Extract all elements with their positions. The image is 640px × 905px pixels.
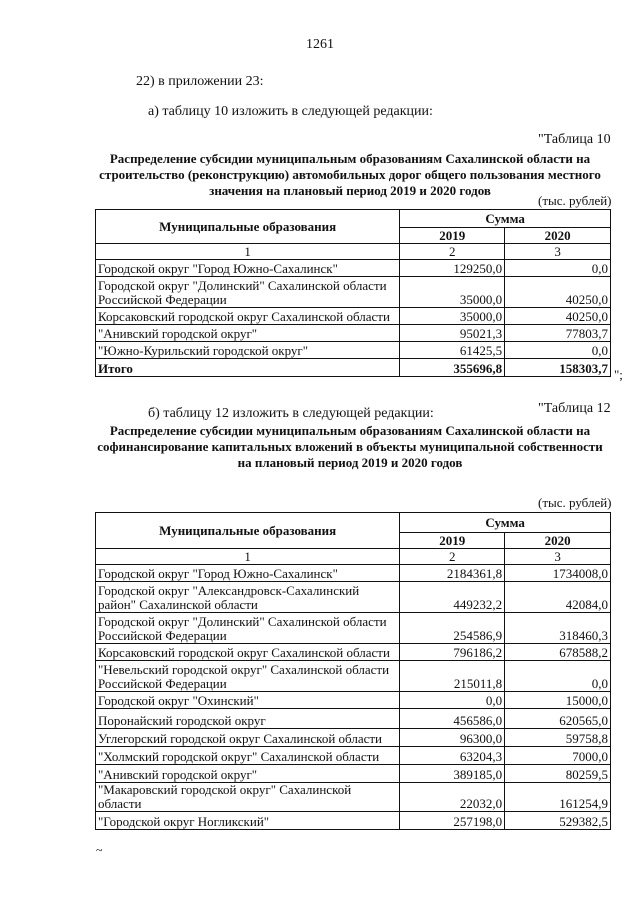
table-row [96, 783, 611, 812]
table-row [96, 260, 611, 277]
total-2020: 158303,7 [505, 359, 611, 377]
row-2019: 35000,0 [400, 277, 505, 308]
row-name: Городской округ "Город Южно-Сахалинск" [96, 260, 400, 277]
row-2020: 1734008,0 [505, 565, 611, 582]
row-2020: 40250,0 [505, 308, 611, 325]
table-row [96, 613, 611, 644]
table-row [96, 692, 611, 709]
table10-ref: "Таблица 10 [538, 132, 611, 147]
table-row [96, 565, 611, 582]
row-2019: 796186,2 [400, 644, 505, 661]
table-row [96, 765, 611, 783]
row-2020: 80259,5 [505, 765, 611, 783]
row-2020: 529382,5 [505, 812, 611, 830]
table-row [96, 661, 611, 692]
row-2020: 0,0 [505, 342, 611, 359]
row-2019: 95021,3 [400, 325, 505, 342]
row-2020: 15000,0 [505, 692, 611, 709]
total-label: Итого [96, 359, 400, 377]
row-name: Городской округ "Город Южно-Сахалинск" [96, 565, 400, 582]
row-name: Городской округ "Долинский" Сахалинской области Российской Федерации [96, 277, 400, 308]
row-2020: 7000,0 [505, 747, 611, 765]
col-number-3: 3 [505, 244, 611, 260]
row-2020: 0,0 [505, 661, 611, 692]
table10-unit: (тыс. рублей) [538, 193, 612, 208]
intro-line: 22) в приложении 23: [136, 74, 264, 89]
row-name: "Южно-Курильский городской округ" [96, 342, 400, 359]
header-sum: Сумма [400, 513, 611, 533]
row-name: "Макаровский городской округ" Сахалинской области [96, 783, 400, 812]
row-2019: 456586,0 [400, 709, 505, 729]
table-row [96, 747, 611, 765]
table10 [95, 209, 611, 377]
row-name: Корсаковский городской округ Сахалинской области [96, 308, 400, 325]
row-name: Городской округ "Охинский" [96, 692, 400, 709]
row-2019: 61425,5 [400, 342, 505, 359]
header-municipalities: Муниципальные образования [96, 210, 400, 244]
table12-ref: "Таблица 12 [538, 401, 611, 416]
header-2019: 2019 [400, 533, 505, 549]
header-sum: Сумма [400, 210, 611, 228]
header-2020: 2020 [505, 533, 611, 549]
row-name: "Холмский городской округ" Сахалинской области [96, 747, 400, 765]
table12-title: Распределение субсидии муниципальным образованиям Сахалинской области на софинансирование капитальных вложений в объекты муниципальной собственности на плановый период 2019 и 2020 годов [97, 423, 603, 470]
row-name: Поронайский городской округ [96, 709, 400, 729]
row-name: "Городской округ Ногликский" [96, 812, 400, 830]
row-2019: 215011,8 [400, 661, 505, 692]
table-row [96, 277, 611, 308]
total-2019: 355696,8 [400, 359, 505, 377]
table-row [96, 812, 611, 830]
table-row [96, 644, 611, 661]
row-2019: 254586,9 [400, 613, 505, 644]
col-number-2: 2 [400, 549, 505, 565]
row-2020: 77803,7 [505, 325, 611, 342]
col-number-2: 2 [400, 244, 505, 260]
row-2020: 59758,8 [505, 729, 611, 747]
row-2019: 389185,0 [400, 765, 505, 783]
table10-title: Распределение субсидии муниципальным образованиям Сахалинской области на строительство (реконструкцию) автомобильных дорог общего пользования местного значения на плановый период 2019 и 2020 годов [99, 151, 601, 198]
header-2020: 2020 [505, 228, 611, 244]
row-2020: 678588,2 [505, 644, 611, 661]
row-name: Корсаковский городской округ Сахалинской области [96, 644, 400, 661]
row-2019: 449232,2 [400, 582, 505, 613]
row-name: Городской округ "Александровск-Сахалинский район" Сахалинской области [96, 582, 400, 613]
col-number-3: 3 [505, 549, 611, 565]
table12-unit: (тыс. рублей) [538, 495, 612, 510]
table-row [96, 582, 611, 613]
row-name: Углегорский городской округ Сахалинской области [96, 729, 400, 747]
item-b-line: б) таблицу 12 изложить в следующей редакции: [148, 406, 434, 421]
row-2019: 129250,0 [400, 260, 505, 277]
row-name: Городской округ "Долинский" Сахалинской области Российской Федерации [96, 613, 400, 644]
row-2020: 40250,0 [505, 277, 611, 308]
row-2020: 161254,9 [505, 783, 611, 812]
table-row [96, 342, 611, 359]
col-number-1: 1 [96, 549, 400, 565]
table-row [96, 709, 611, 729]
row-2020: 42084,0 [505, 582, 611, 613]
row-2019: 63204,3 [400, 747, 505, 765]
row-name: "Анивский городской округ" [96, 765, 400, 783]
table12 [95, 512, 611, 830]
table-row [96, 325, 611, 342]
row-2020: 620565,0 [505, 709, 611, 729]
row-2020: 318460,3 [505, 613, 611, 644]
footer-mark: ~ [96, 843, 103, 857]
table-row [96, 729, 611, 747]
total-row [96, 359, 611, 377]
table10-closing-quote: "; [614, 367, 623, 382]
table-row [96, 308, 611, 325]
row-name: "Анивский городской округ" [96, 325, 400, 342]
row-2019: 2184361,8 [400, 565, 505, 582]
item-a-line: а) таблицу 10 изложить в следующей редакции: [148, 104, 433, 119]
row-2019: 257198,0 [400, 812, 505, 830]
page-number: 1261 [306, 37, 334, 52]
row-2020: 0,0 [505, 260, 611, 277]
row-2019: 96300,0 [400, 729, 505, 747]
row-2019: 0,0 [400, 692, 505, 709]
row-name: "Невельский городской округ" Сахалинской области Российской Федерации [96, 661, 400, 692]
header-2019: 2019 [400, 228, 505, 244]
header-municipalities: Муниципальные образования [96, 513, 400, 549]
row-2019: 22032,0 [400, 783, 505, 812]
col-number-1: 1 [96, 244, 400, 260]
row-2019: 35000,0 [400, 308, 505, 325]
